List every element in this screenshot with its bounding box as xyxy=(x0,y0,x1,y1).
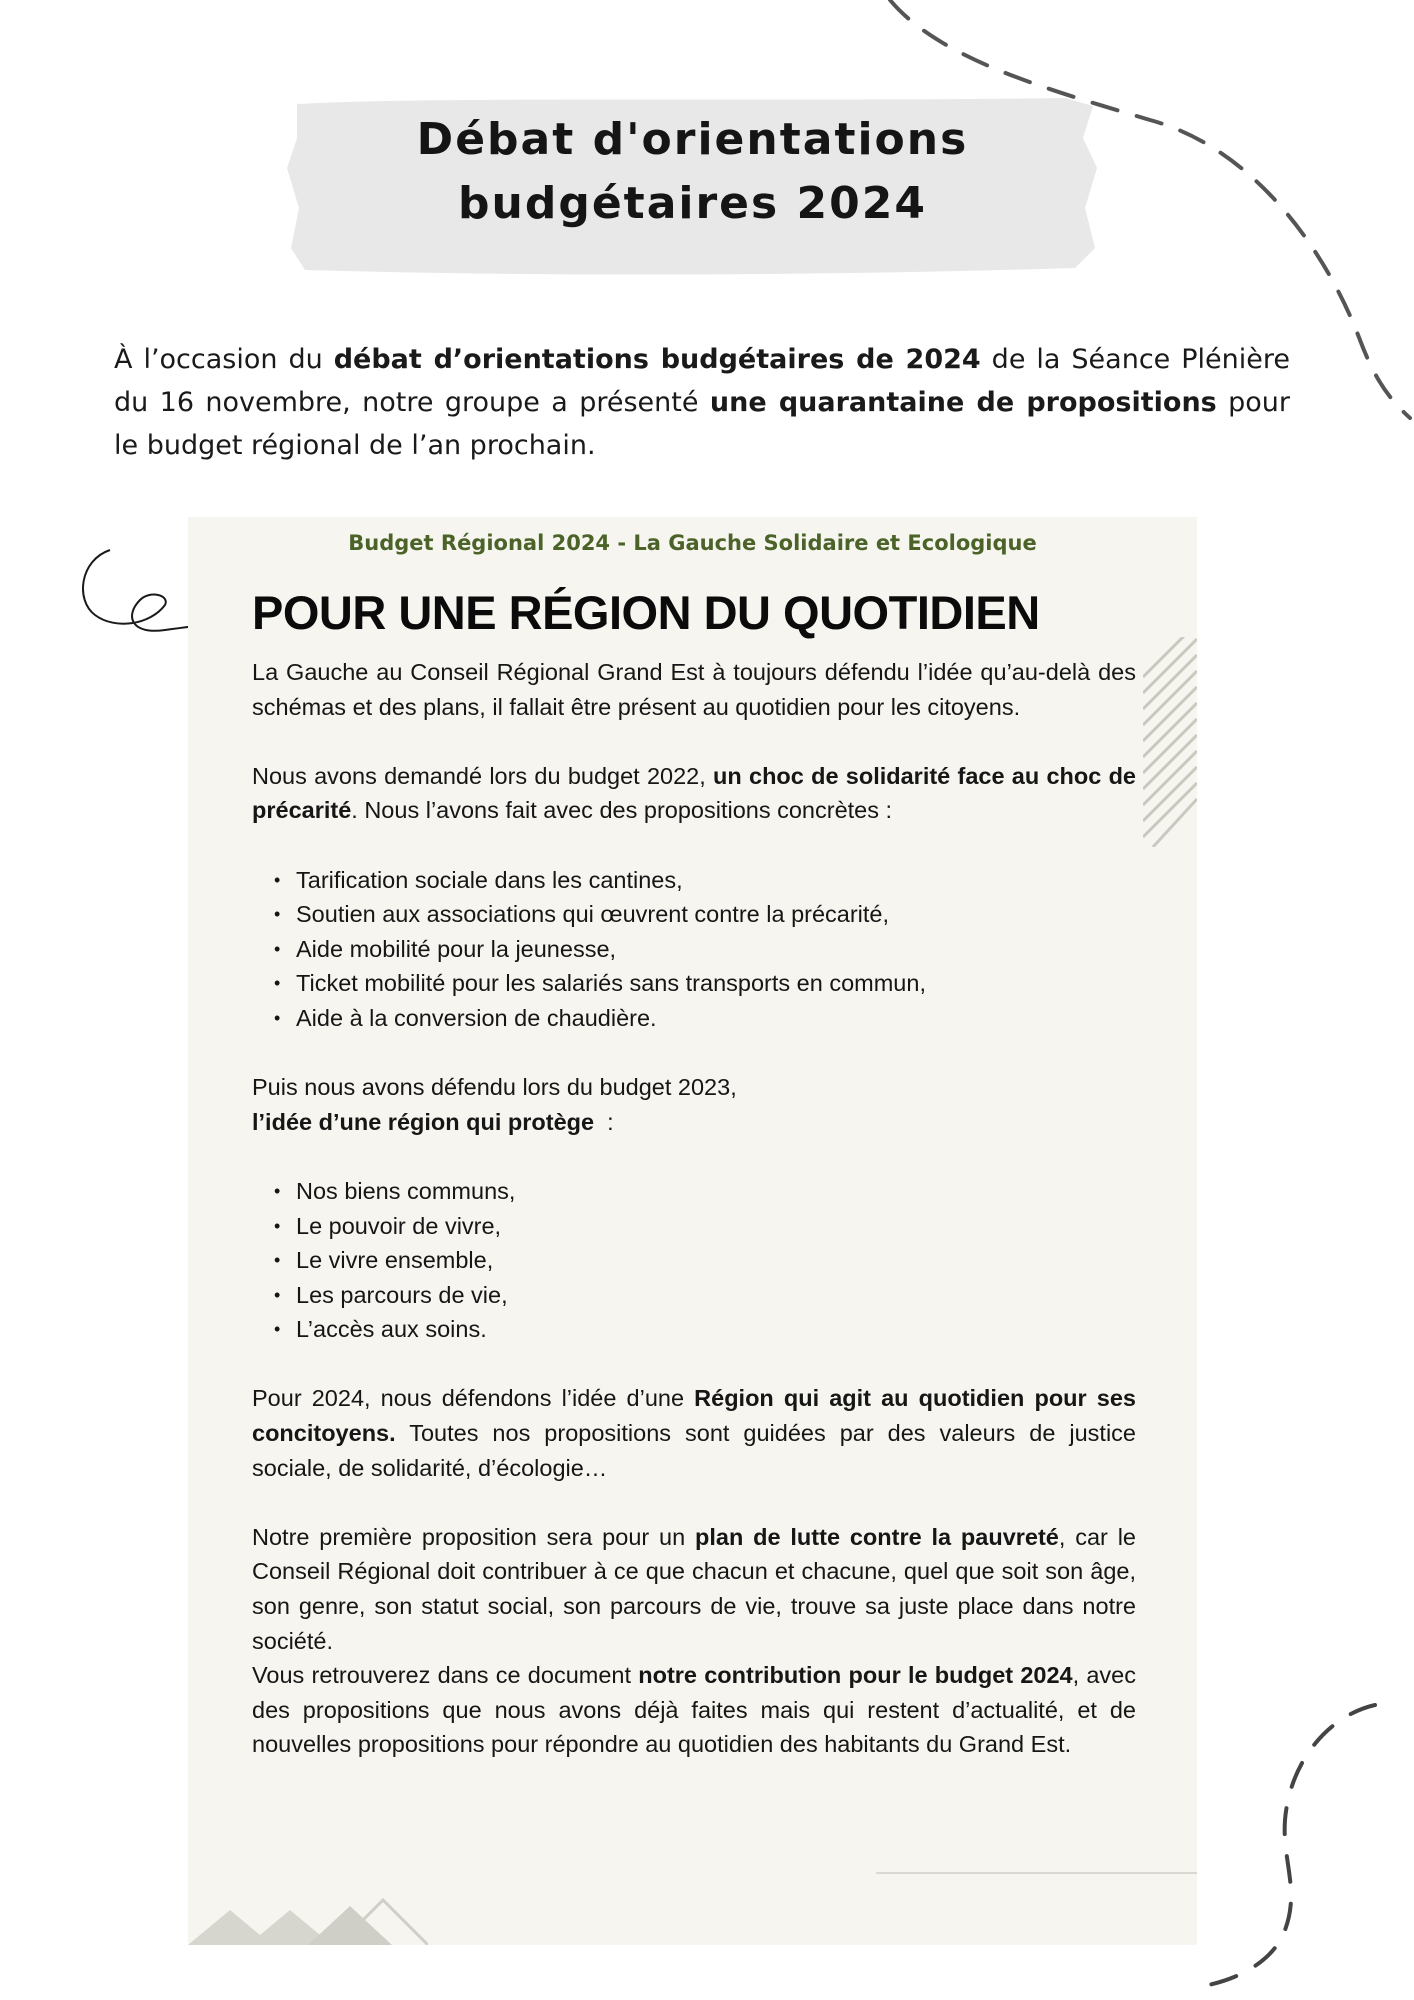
paragraph-5: Notre première proposition sera pour un plan de lutte contre la pauvreté, car le Conseil Régional doit contribuer à ce que chacun et chacune, quel que soit son âge, son genre, son statut social, son parcours de vie, trouve sa juste place dans notre société. xyxy=(252,1523,1136,1654)
page-title-line-2: budgétaires 2024 xyxy=(458,178,927,229)
cursive-arrow-icon xyxy=(83,550,205,631)
proposals-list-2022 xyxy=(252,863,1136,1036)
dashed-curve-bottom xyxy=(1190,1705,1375,1988)
list-item: • Tarification sociale dans les cantines, xyxy=(274,863,1136,898)
list-item: • Ticket mobilité pour les salariés sans transports en commun, xyxy=(274,966,1136,1001)
mountains-decoration xyxy=(188,1882,428,1945)
paragraph-3: Puis nous avons défendu lors du budget 2023, l’idée d’une région qui protège : xyxy=(252,1074,737,1135)
list-item: • Aide mobilité pour la jeunesse, xyxy=(274,932,1136,967)
hatch-decoration xyxy=(1143,637,1197,847)
list-item: • Les parcours de vie, xyxy=(274,1278,1136,1313)
list-item: • Soutien aux associations qui œuvrent contre la précarité, xyxy=(274,897,1136,932)
page-title xyxy=(285,108,1100,236)
intro-text: de la Séance Plénière du 16 novembre, notre groupe a présenté xyxy=(114,344,1290,418)
list-item: • Le pouvoir de vivre, xyxy=(274,1209,1136,1244)
intro-text: À l’occasion du xyxy=(114,344,334,375)
card-header: Budget Régional 2024 - La Gauche Solidaire et Ecologique xyxy=(348,531,1037,555)
list-item: • L’accès aux soins. xyxy=(274,1312,1136,1347)
intro-text: pour le budget régional de l’an prochain. xyxy=(114,387,1291,461)
paragraph-4: Pour 2024, nous défendons l’idée d’une Région qui agit au quotidien pour ses concitoyens. Toutes nos propositions sont guidées par des valeurs de justice sociale, de solidarité, d’écologie… xyxy=(252,1385,1136,1481)
list-item: • Nos biens communs, xyxy=(274,1174,1136,1209)
card-body xyxy=(252,655,1136,1762)
document-preview-card xyxy=(188,517,1197,1945)
list-item: • Le vivre ensemble, xyxy=(274,1243,1136,1278)
proposals-list-2023 xyxy=(252,1174,1136,1347)
page-title-line-1: Débat d'orientations xyxy=(416,114,969,165)
intro-bold: une quarantaine de propositions xyxy=(709,387,1217,418)
paragraph-1: La Gauche au Conseil Régional Grand Est à toujours défendu l’idée qu’au-delà des schémas et des plans, il fallait être présent au quotidien pour les citoyens. xyxy=(252,659,1136,720)
intro-paragraph xyxy=(114,338,1290,467)
card-heading: POUR UNE RÉGION DU QUOTIDIEN xyxy=(252,586,1040,639)
paragraph-2: Nous avons demandé lors du budget 2022, un choc de solidarité face au choc de précarité. Nous l’avons fait avec des propositions concrètes : xyxy=(252,762,1136,824)
intro-bold: débat d’orientations budgétaires de 2024 xyxy=(333,344,981,375)
bottom-divider xyxy=(876,1872,1197,1874)
list-item: • Aide à la conversion de chaudière. xyxy=(274,1001,1136,1036)
paragraph-6: Vous retrouverez dans ce document notre contribution pour le budget 2024, avec des propositions que nous avons déjà faites mais qui restent d’actualité, et de nouvelles propositions pour répondre au quotidien des habitants du Grand Est. xyxy=(252,1662,1136,1758)
